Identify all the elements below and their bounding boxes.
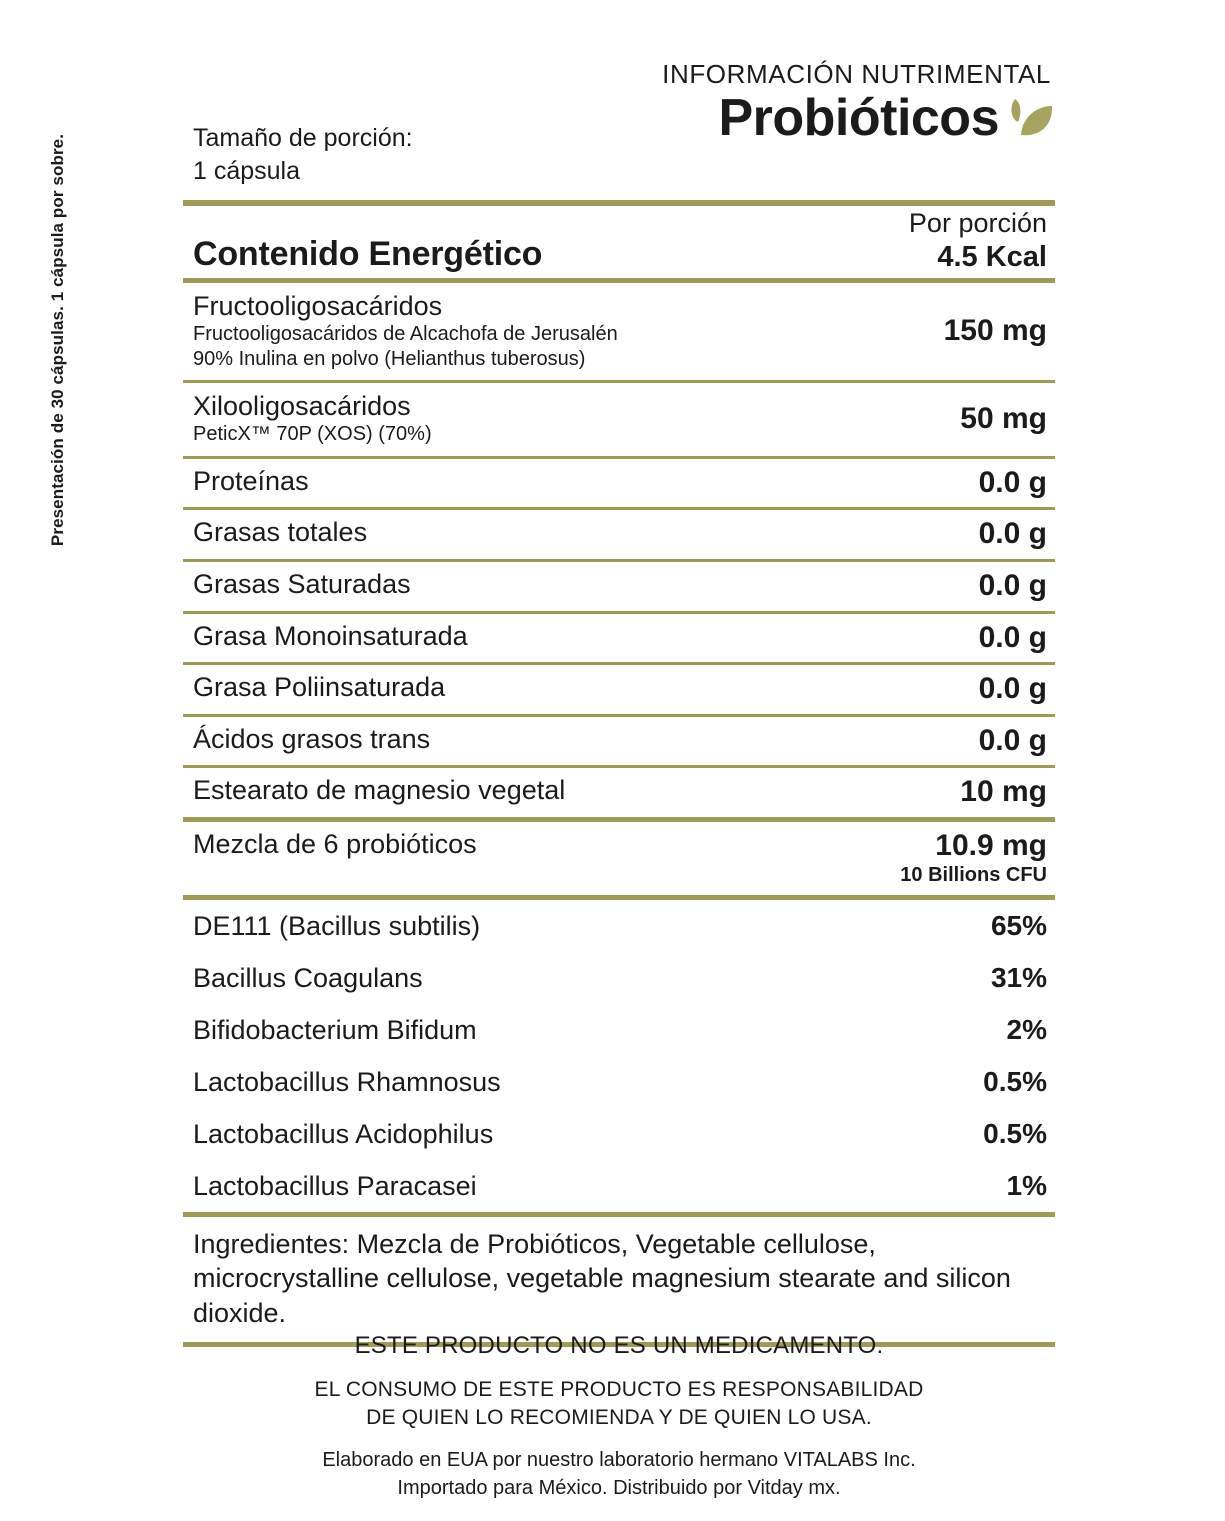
strain-value: 0.5% bbox=[983, 1065, 1047, 1097]
nutrient-name-cell bbox=[193, 291, 930, 371]
nutrient-value: 10.9 mg bbox=[935, 829, 1047, 863]
nutrient-subtext: Fructooligosacáridos de Alcachofa de Jerusalén bbox=[193, 323, 618, 346]
strain-value: 0.5% bbox=[983, 1117, 1047, 1149]
label-kicker: INFORMACIÓN NUTRIMENTAL bbox=[662, 59, 1051, 89]
nutrient-name: Grasas Saturadas bbox=[193, 569, 411, 600]
nutrient-value-cell bbox=[965, 569, 1047, 603]
nutrient-value-cell bbox=[965, 724, 1047, 758]
table-row bbox=[183, 459, 1055, 508]
nutrient-value: 0.0 g bbox=[978, 517, 1047, 551]
nutrient-name-cell bbox=[193, 466, 965, 497]
presentation-note bbox=[0, 0, 120, 700]
nutrient-name: Proteínas bbox=[193, 465, 309, 496]
nutrient-subtext-2: 90% Inulina en polvo (Helianthus tuberosus) bbox=[193, 347, 586, 370]
nutrient-value-cell bbox=[965, 621, 1047, 655]
energy-value-cell bbox=[895, 208, 1047, 274]
nutrient-name-cell bbox=[193, 621, 965, 652]
table-row bbox=[183, 1108, 1055, 1160]
strain-value: 1% bbox=[1006, 1169, 1047, 1201]
footer-responsibility bbox=[183, 1376, 1055, 1431]
strain-name: DE111 (Bacillus subtilis) bbox=[193, 910, 481, 941]
label-header bbox=[183, 60, 1055, 200]
footer-manufacturer-line-2: Importado para México. Distribuido por Vitday mx. bbox=[397, 1476, 841, 1499]
serving-size-block bbox=[193, 122, 413, 188]
nutrient-name-cell bbox=[193, 517, 965, 548]
nutrient-value: 0.0 g bbox=[978, 569, 1047, 603]
nutrient-value-cell bbox=[930, 314, 1047, 348]
nutrient-value: 0.0 g bbox=[978, 723, 1047, 757]
nutrient-value: 10 mg bbox=[960, 775, 1047, 809]
ingredients-text: Ingredientes: Mezcla de Probióticos, Vegetable cellulose, microcrystalline cellulose, vegetable magnesium stearate and silicon dioxide. bbox=[193, 1228, 1011, 1328]
nutrient-name: Estearato de magnesio vegetal bbox=[193, 775, 566, 806]
nutrient-name: Mezcla de 6 probióticos bbox=[193, 829, 477, 860]
footer-responsibility-line-1: EL CONSUMO DE ESTE PRODUCTO ES RESPONSABILIDAD bbox=[314, 1378, 924, 1401]
nutrient-name: Grasa Poliinsaturada bbox=[193, 672, 446, 703]
footer-manufacturer bbox=[183, 1447, 1055, 1501]
nutrient-value-subtext: 10 Billions CFU bbox=[900, 863, 1047, 886]
nutrient-name-cell bbox=[193, 391, 946, 447]
energy-row bbox=[183, 206, 1055, 278]
table-row bbox=[183, 768, 1055, 817]
brand-title-row bbox=[718, 88, 1051, 147]
strain-value: 65% bbox=[990, 909, 1047, 941]
table-row bbox=[183, 283, 1055, 380]
nutrient-name-cell bbox=[193, 569, 965, 600]
nutrient-name-cell bbox=[193, 672, 965, 703]
table-row bbox=[183, 510, 1055, 559]
table-row bbox=[183, 717, 1055, 766]
nutrient-name: Ácidos grasos trans bbox=[193, 723, 431, 754]
nutrient-name: Grasas totales bbox=[193, 517, 368, 548]
nutrient-value: 50 mg bbox=[960, 402, 1047, 436]
footer-responsibility-line-2: DE QUIEN LO RECOMIENDA Y DE QUIEN LO USA. bbox=[366, 1405, 872, 1429]
nutrient-name: Fructooligosacáridos bbox=[193, 291, 443, 322]
nutrient-value-cell bbox=[946, 402, 1047, 436]
strain-value: 31% bbox=[990, 961, 1047, 993]
energy-title: Contenido Energético bbox=[193, 235, 543, 274]
table-row bbox=[183, 952, 1055, 1004]
table-row bbox=[183, 562, 1055, 611]
product-title: Probióticos bbox=[718, 88, 999, 147]
table-row bbox=[183, 822, 1055, 895]
nutrient-value-cell bbox=[946, 775, 1047, 809]
per-serving-header: Por porción bbox=[908, 208, 1047, 238]
nutrient-value-cell bbox=[886, 829, 1047, 887]
strain-name: Lactobacillus Acidophilus bbox=[193, 1118, 494, 1149]
nutrient-name-cell bbox=[193, 829, 886, 860]
nutrient-name-cell bbox=[193, 775, 946, 806]
nutrient-name-cell bbox=[193, 724, 965, 755]
nutrient-value: 150 mg bbox=[943, 314, 1047, 348]
table-row bbox=[183, 665, 1055, 714]
strain-name: Lactobacillus Rhamnosus bbox=[193, 1066, 501, 1097]
serving-size-value: 1 cápsula bbox=[193, 157, 301, 185]
nutrient-value-cell bbox=[965, 466, 1047, 500]
nutrient-value-cell bbox=[965, 517, 1047, 551]
table-row bbox=[183, 614, 1055, 663]
table-row bbox=[183, 1004, 1055, 1056]
serving-size-label: Tamaño de porción: bbox=[193, 124, 413, 152]
energy-value: 4.5 Kcal bbox=[937, 240, 1047, 273]
label-footer bbox=[183, 1332, 1055, 1502]
table-row bbox=[183, 1056, 1055, 1108]
footer-manufacturer-line-1: Elaborado en EUA por nuestro laboratorio hermano VITALABS Inc. bbox=[322, 1449, 916, 1472]
nutrient-name: Grasa Monoinsaturada bbox=[193, 620, 468, 651]
strain-name: Bifidobacterium Bifidum bbox=[193, 1014, 477, 1045]
nutrition-label-panel bbox=[183, 60, 1055, 1347]
strain-value: 2% bbox=[1006, 1013, 1047, 1045]
footer-notice: ESTE PRODUCTO NO ES UN MEDICAMENTO. bbox=[354, 1332, 884, 1359]
nutrient-name: Xilooligosacáridos bbox=[193, 391, 411, 422]
presentation-note-text: Presentación de 30 cápsulas. 1 cápsula por sobre. bbox=[48, 133, 67, 547]
nutrient-value: 0.0 g bbox=[978, 465, 1047, 499]
nutrient-value-cell bbox=[965, 672, 1047, 706]
strain-name: Lactobacillus Paracasei bbox=[193, 1170, 477, 1201]
brand-block bbox=[662, 60, 1051, 145]
table-row bbox=[183, 1160, 1055, 1212]
table-row bbox=[183, 383, 1055, 456]
leaf-icon bbox=[995, 93, 1057, 155]
nutrient-subtext: PeticX™ 70P (XOS) (70%) bbox=[193, 423, 432, 446]
nutrient-value: 0.0 g bbox=[978, 672, 1047, 706]
table-row bbox=[183, 900, 1055, 952]
strain-name: Bacillus Coagulans bbox=[193, 962, 423, 993]
energy-title-cell bbox=[193, 235, 895, 274]
nutrient-value: 0.0 g bbox=[978, 620, 1047, 654]
